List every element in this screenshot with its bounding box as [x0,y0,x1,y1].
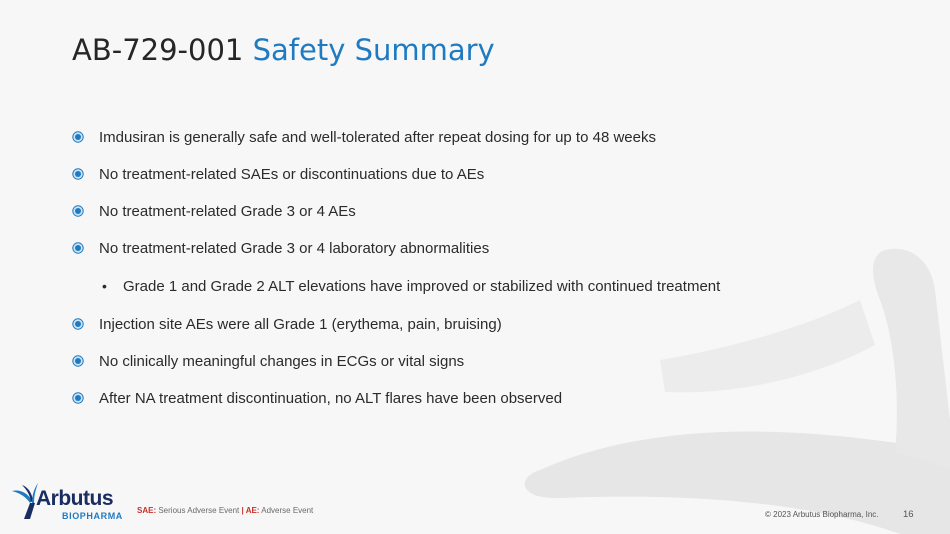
bullet-icon [72,242,84,254]
bullet-icon [72,355,84,367]
bullet-icon [72,318,84,330]
list-item [72,311,502,337]
logo-subtitle: BIOPHARMA [62,511,123,521]
bullet-text: No treatment-related Grade 3 or 4 AEs [99,202,356,220]
list-item [72,161,484,187]
sub-list-item [102,273,720,299]
list-item [72,348,464,374]
footnote-def-ae: Adverse Event [259,506,314,515]
list-item [72,385,562,411]
copyright: © 2023 Arbutus Biopharma, Inc. [765,510,879,519]
bullet-text: No treatment-related Grade 3 or 4 laboratory abnormalities [99,239,490,257]
page-title [72,30,495,70]
bullet-text: No clinically meaningful changes in ECGs or vital signs [99,352,465,370]
footnote [137,506,313,515]
sub-bullet-text: Grade 1 and Grade 2 ALT elevations have improved or stabilized with continued treatment [123,277,721,295]
title-prefix: AB-729-001 [72,33,244,67]
bullet-icon [72,131,84,143]
bullet-text: No treatment-related SAEs or discontinuations due to AEs [99,165,485,183]
bullet-text: After NA treatment discontinuation, no ALT flares have been observed [99,389,563,407]
bullet-text: Injection site AEs were all Grade 1 (erythema, pain, bruising) [99,315,502,333]
page-number: 16 [903,509,914,520]
title-highlight: Safety Summary [252,33,495,67]
bullet-icon [72,168,84,180]
bullet-icon [72,392,84,404]
bullet-icon [72,205,84,217]
bullet-text: Imdusiran is generally safe and well-tolerated after repeat dosing for up to 48 weeks [99,128,656,146]
logo-wordmark: Arbutus [36,487,113,510]
footnote-separator: | [241,506,244,515]
list-item [72,235,489,261]
footnote-abbr-sae: SAE: [137,506,157,515]
sub-bullet-marker: • [102,278,107,294]
list-item [72,198,356,224]
list-item [72,124,656,150]
footnote-abbr-ae: AE: [243,506,260,515]
footnote-def-sae: Serious Adverse Event [156,506,242,515]
